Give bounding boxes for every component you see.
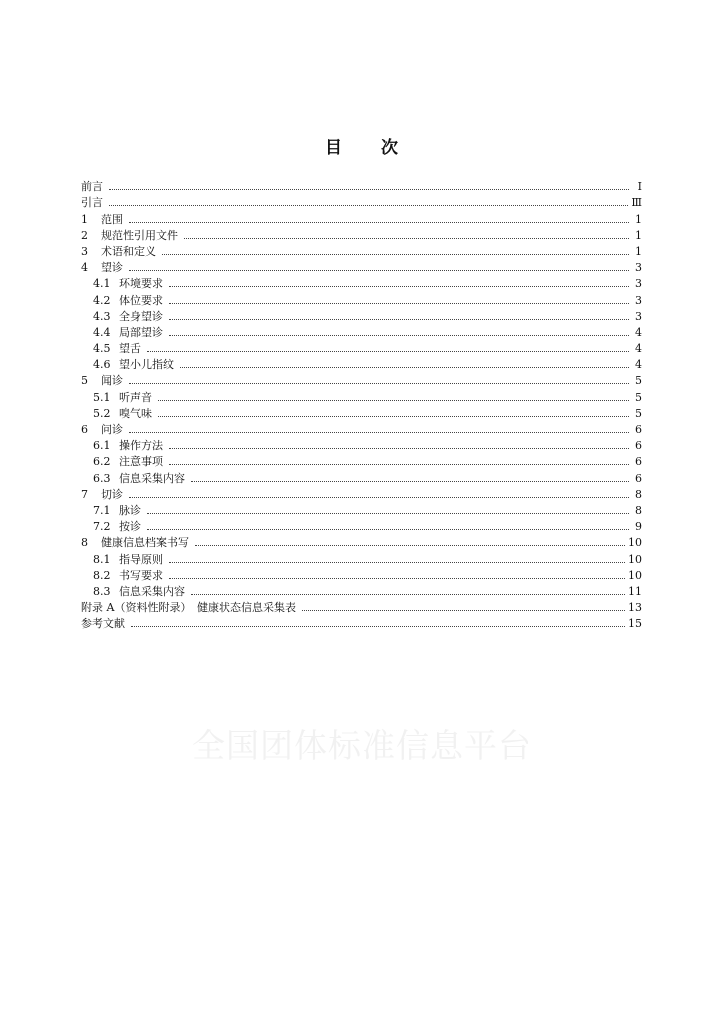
toc-entry-page: 4 (635, 342, 642, 356)
toc-entry-page: 13 (628, 601, 642, 615)
toc-entry-label: 范围 (101, 212, 123, 226)
toc-leader-dots (109, 205, 628, 206)
toc-leader-dots (195, 545, 625, 546)
toc-entry-number: 7.2 (93, 520, 111, 534)
toc-entry[interactable] (81, 371, 642, 387)
toc-entry-page: 6 (635, 439, 642, 453)
toc-entry[interactable] (81, 468, 642, 484)
toc-entry-number: 4.2 (93, 293, 111, 307)
toc-entry-label: 脉诊 (119, 503, 141, 517)
toc-entry-label: 问诊 (101, 423, 123, 436)
toc-leader-dots (191, 481, 629, 482)
toc-entry-label: 健康信息档案书写 (101, 536, 189, 550)
toc-entry-label: 嗅气味 (119, 406, 152, 420)
toc-entry-label: 环境要求 (119, 277, 163, 291)
toc-leader-dots (162, 254, 629, 255)
toc-leader-dots (302, 610, 625, 611)
watermark: 全国团体标准信息平台 (192, 726, 532, 765)
toc-entry-number: 4.6 (93, 358, 111, 372)
toc-leader-dots (129, 222, 629, 223)
toc-entry-number: 3 (81, 244, 88, 258)
toc-entry-number: 6.1 (93, 439, 111, 453)
toc-entry[interactable] (81, 242, 642, 258)
toc-entry-label: 体位要求 (119, 293, 163, 307)
toc-entry-number: 5.2 (93, 406, 111, 420)
page-title (0, 133, 724, 158)
toc-leader-dots (147, 529, 629, 530)
toc-leader-dots (129, 432, 629, 433)
toc-entry[interactable] (81, 274, 642, 290)
toc-entry-label: 指导原则 (119, 552, 163, 566)
toc-entry-number: 4 (81, 261, 88, 275)
toc-leader-dots (169, 335, 629, 336)
toc-entry[interactable] (81, 323, 642, 339)
toc-entry[interactable] (81, 549, 642, 565)
toc-entry[interactable] (81, 420, 642, 436)
toc-entry-label: 闻诊 (101, 374, 123, 388)
toc-leader-dots (131, 626, 625, 627)
toc-entry-number: 4.5 (93, 342, 111, 356)
toc-leader-dots (158, 416, 629, 417)
toc-entry[interactable] (81, 614, 642, 630)
toc-entry-number: 4.1 (93, 277, 111, 291)
toc-entry-label: 信息采集内容 (119, 471, 185, 485)
toc-entry-label: 规范性引用文件 (101, 228, 178, 242)
toc-entry-label: 引言 (81, 196, 103, 210)
toc-entry-label: 操作方法 (119, 439, 163, 453)
toc-entry-page: 3 (635, 261, 642, 275)
toc-entry[interactable] (81, 339, 642, 355)
toc-entry-number: 5 (81, 374, 88, 388)
toc-entry[interactable] (81, 582, 642, 598)
toc-entry-page: 1 (635, 228, 642, 242)
toc-leader-dots (184, 238, 629, 239)
toc-entry[interactable] (81, 517, 642, 533)
toc-leader-dots (147, 513, 629, 514)
toc-entry-page: 4 (635, 325, 642, 339)
toc-entry[interactable] (81, 290, 642, 306)
toc-entry-label: 书写要求 (119, 568, 163, 582)
toc-leader-dots (169, 319, 629, 320)
toc-entry-number: 6.2 (93, 455, 111, 469)
toc-entry-label: 附录 A（资料性附录） 健康状态信息采集表 (81, 601, 296, 615)
toc-entry[interactable] (81, 436, 642, 452)
toc-entry-number: 2 (81, 228, 88, 242)
toc-entry[interactable] (81, 485, 642, 501)
toc-entry[interactable] (81, 226, 642, 242)
toc-entry-number: 8.1 (93, 552, 111, 566)
toc-leader-dots (169, 303, 629, 304)
toc-entry-page: 6 (635, 423, 642, 436)
toc-entry-label: 按诊 (119, 520, 141, 534)
toc-entry-label: 术语和定义 (101, 244, 156, 258)
toc-entry-page: 5 (635, 374, 642, 388)
title-char-1: 目 (325, 138, 343, 158)
toc-entry[interactable] (81, 258, 642, 274)
toc-entry[interactable] (81, 177, 642, 193)
toc-entry-label: 望小儿指纹 (119, 358, 174, 372)
toc-entry-label: 全身望诊 (119, 309, 163, 323)
toc-entry-number: 6.3 (93, 471, 111, 485)
toc-entry[interactable] (81, 307, 642, 323)
toc-leader-dots (129, 383, 629, 384)
toc-entry-page: 4 (635, 358, 642, 372)
toc-entry-page: 15 (628, 617, 642, 631)
toc-entry[interactable] (81, 209, 642, 225)
toc-entry-page: 3 (635, 309, 642, 323)
toc-leader-dots (147, 351, 629, 352)
toc-entry-page: 3 (635, 293, 642, 307)
toc-entry[interactable] (81, 452, 642, 468)
toc-entry[interactable] (81, 387, 642, 403)
toc-entry-page: 1 (635, 212, 642, 226)
toc-entry-number: 4.4 (93, 325, 111, 339)
toc-entry-label: 望诊 (101, 261, 123, 275)
toc-entry-page: 11 (628, 584, 642, 598)
toc-entry-page: 3 (635, 277, 642, 291)
toc-entry-label: 信息采集内容 (119, 584, 185, 598)
toc-leader-dots (129, 497, 629, 498)
toc-entry-page: 8 (635, 487, 642, 501)
toc-leader-dots (158, 400, 629, 401)
toc-entry-page: Ⅲ (631, 196, 642, 210)
toc-leader-dots (169, 464, 629, 465)
toc-leader-dots (169, 286, 629, 287)
toc-entry[interactable] (81, 501, 642, 517)
toc-entry-label: 注意事项 (119, 455, 163, 469)
toc-entry-label: 前言 (81, 180, 103, 194)
toc-entry-number: 1 (81, 212, 88, 226)
toc-entry-page: 5 (635, 390, 642, 404)
toc-entry-label: 切诊 (101, 487, 123, 501)
toc-entry[interactable] (81, 404, 642, 420)
toc-entry-number: 7 (81, 487, 88, 501)
toc-entry-number: 5.1 (93, 390, 111, 404)
toc-entry[interactable] (81, 598, 642, 614)
toc-entry-label: 局部望诊 (119, 325, 163, 339)
toc-leader-dots (129, 270, 629, 271)
toc-entry-number: 8.2 (93, 568, 111, 582)
toc-entry-page: 1 (635, 244, 642, 258)
toc-entry-page: 6 (635, 471, 642, 485)
toc-entry-label: 参考文献 (81, 617, 125, 631)
toc-entry-page: Ⅰ (637, 180, 642, 194)
toc-entry-page: 10 (628, 568, 642, 582)
toc-leader-dots (169, 578, 625, 579)
toc-entry[interactable] (81, 566, 642, 582)
toc-entry-page: 10 (628, 536, 642, 550)
toc-entry-page: 5 (635, 406, 642, 420)
title-char-2: 次 (381, 138, 399, 158)
toc-leader-dots (180, 367, 629, 368)
toc-leader-dots (109, 189, 629, 190)
toc-entry-page: 9 (635, 520, 642, 534)
toc-entry-label: 听声音 (119, 390, 152, 404)
toc-entry-number: 8.3 (93, 584, 111, 598)
toc-entry[interactable] (81, 533, 642, 549)
toc-entry-label: 望舌 (119, 342, 141, 356)
toc-entry[interactable] (81, 355, 642, 371)
toc-entry[interactable] (81, 193, 642, 209)
toc-entry-number: 7.1 (93, 503, 111, 517)
toc-leader-dots (191, 594, 625, 595)
table-of-contents (81, 177, 642, 630)
toc-leader-dots (169, 562, 625, 563)
toc-entry-page: 10 (628, 552, 642, 566)
toc-leader-dots (169, 448, 629, 449)
toc-entry-number: 8 (81, 536, 88, 550)
toc-entry-number: 4.3 (93, 309, 111, 323)
toc-entry-page: 8 (635, 503, 642, 517)
toc-entry-number: 6 (81, 423, 88, 436)
toc-entry-page: 6 (635, 455, 642, 469)
